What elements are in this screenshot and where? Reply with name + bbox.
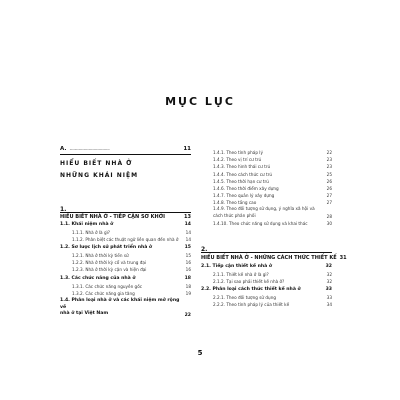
toc-entry-label: 1.4.5. Theo thời hạn cư trú [213, 179, 269, 184]
toc-entry[interactable] [60, 253, 191, 258]
toc-entry-page: 32 [326, 272, 332, 277]
toc-entry-label: 1.4.6. Theo thời điểm xây dựng [213, 186, 279, 191]
toc-entry[interactable] [201, 186, 332, 191]
toc-entry[interactable] [201, 150, 332, 155]
toc-entry[interactable] [201, 272, 332, 277]
toc-entry[interactable] [60, 237, 191, 242]
section-a-dots: ................................................ [69, 146, 110, 151]
section-a-page: 11 [183, 146, 191, 152]
section-1-rule [60, 212, 191, 213]
toc-entry[interactable] [60, 267, 191, 272]
toc-entry-label: HIỂU BIẾT NHÀ Ở - NHỮNG CÁCH THỨC THIẾT KẾ [201, 255, 337, 261]
toc-entry-label: 1.1.2. Phân biệt các thuật ngữ liên quan đến nhà ở [72, 237, 179, 242]
toc-entry-label: 1.3.2. Các chức năng gia tăng [72, 291, 135, 296]
toc-entry-page: 32 [326, 279, 332, 284]
toc-entry-label: 1.4.4. Theo cách thức cư trú [213, 172, 273, 177]
toc-entry-page: 15 [184, 245, 191, 250]
toc-entry[interactable] [60, 222, 191, 227]
toc-entry-label-line-2: cách thức phân phối [213, 212, 256, 218]
section-a-title-line-1: HIỂU BIẾT NHÀ Ở [60, 160, 133, 167]
toc-entry-label: 1.2.2. Nhà ở thời kỳ cổ và trung đại [72, 260, 147, 265]
toc-entry[interactable] [201, 172, 332, 177]
toc-entry-label: 1.1. Khái niệm nhà ở [60, 222, 114, 227]
toc-entry-label: 1.4.10. Theo chức năng sử dụng và khai thác [213, 221, 308, 226]
toc-entry[interactable] [60, 284, 191, 289]
toc-entry[interactable] [201, 302, 332, 307]
page-title: MỤC LỤC [165, 95, 235, 108]
toc-entry-label: 1.2.1. Nhà ở thời kỳ tiền sử [72, 253, 129, 258]
toc-entry[interactable] [201, 164, 332, 169]
toc-entry[interactable] [60, 291, 191, 296]
page-number: 5 [197, 349, 203, 357]
section-a-number: A. [60, 146, 67, 152]
toc-entry-page: 13 [184, 214, 191, 220]
toc-entry[interactable] [201, 279, 332, 284]
section-2-rule [201, 252, 332, 253]
toc-entry[interactable] [201, 206, 332, 219]
toc-entry-page: 26 [326, 179, 332, 184]
toc-entry-page: 27 [326, 193, 332, 198]
toc-entry-page: 28 [326, 214, 332, 219]
toc-entry-page: 33 [325, 287, 332, 292]
toc-entry-page: 22 [184, 312, 191, 318]
toc-entry[interactable] [60, 260, 191, 265]
toc-entry[interactable] [201, 157, 332, 162]
toc-entry[interactable] [60, 298, 191, 318]
toc-entry-page: 31 [339, 255, 347, 261]
toc-entry[interactable] [201, 179, 332, 184]
toc-entry-page: 15 [185, 253, 191, 258]
toc-entry-label: 1.1.1. Nhà ở là gì? [72, 230, 110, 235]
toc-entry-page: 14 [185, 237, 191, 242]
toc-entry-page: 26 [326, 186, 332, 191]
toc-entry[interactable] [201, 200, 332, 205]
toc-entry-page: 16 [185, 260, 191, 265]
toc-entry-page: 18 [185, 284, 191, 289]
toc-entry[interactable] [60, 214, 191, 220]
toc-entry-label: 2.2.1. Theo đối tượng sử dụng [213, 295, 277, 300]
toc-entry-label-line-2: nhà ở tại Việt Nam [60, 311, 109, 316]
toc-entry-page: 14 [184, 222, 191, 227]
toc-entry-page: 25 [326, 172, 332, 177]
section-a-title-line-2: NHỮNG KHÁI NIỆM [60, 172, 139, 179]
toc-entry-page: 18 [184, 276, 191, 281]
toc-entry-label: 1.4.8. Theo tầng cao [213, 200, 257, 205]
toc-entry-label: 2.2.2. Theo tính pháp lý của thiết kế [213, 302, 290, 307]
toc-entry-label: 1.4.2. Theo vị trí cư trú [213, 157, 262, 162]
toc-entry-label: 1.2.3. Nhà ở thời kỳ cận và hiện đại [72, 267, 147, 272]
toc-entry-page: 30 [326, 221, 332, 226]
toc-entry-page: 16 [185, 267, 191, 272]
toc-entry-label: 1.4.3. Theo hình thái cư trú [213, 164, 271, 169]
toc-entry-label: 1.2. Sơ lược lịch sử phát triển nhà ở [60, 245, 153, 250]
toc-entry-page: 23 [326, 157, 332, 162]
toc-entry-label: 2.2. Phân loại cách thức thiết kế nhà ở [201, 287, 301, 292]
toc-entry[interactable] [60, 245, 191, 250]
toc-entry-label: 1.3.1. Các chức năng nguyên gốc [72, 284, 143, 289]
section-a-row[interactable] [60, 146, 191, 152]
toc-entry-page: 14 [185, 230, 191, 235]
toc-entry-page: 34 [326, 302, 332, 307]
toc-entry[interactable] [201, 255, 347, 261]
toc-entry-label-line-1: 1.4.9. Theo đối tượng sử dụng, ý nghĩa xã hội và [213, 206, 315, 211]
section-a-rule [60, 154, 191, 155]
toc-entry-page: 19 [185, 291, 191, 296]
toc-entry-page: 32 [325, 264, 332, 269]
toc-entry[interactable] [201, 295, 332, 300]
toc-entry-page: 22 [326, 150, 332, 155]
toc-entry[interactable] [60, 276, 191, 281]
toc-entry-label: 1.4.1. Theo tính pháp lý [213, 150, 263, 155]
toc-entry[interactable] [201, 264, 332, 269]
section-2-number: 2. [201, 246, 208, 253]
toc-entry-page: 23 [326, 164, 332, 169]
toc-entry-label: 2.1. Tiếp cận thiết kế nhà ở [201, 264, 273, 269]
toc-entry[interactable] [60, 230, 191, 235]
toc-entry-label: 1.3. Các chức năng của nhà ở [60, 276, 136, 281]
section-1-number: 1. [60, 206, 67, 213]
toc-entry-page: 27 [326, 200, 332, 205]
toc-entry[interactable] [201, 221, 332, 226]
toc-entry-page: 33 [326, 295, 332, 300]
toc-entry[interactable] [201, 287, 332, 292]
toc-entry-label: 2.1.2. Tại sao phải thiết kế nhà ở? [213, 279, 285, 284]
toc-entry-label: 1.4.7. Theo quản lý xây dựng [213, 193, 275, 198]
toc-entry-label: 2.1.1. Thiết kế nhà ở là gì? [213, 272, 269, 277]
toc-entry-label-line-1: 1.4. Phân loại nhà ở và các khái niệm mở rộng về [60, 298, 180, 310]
toc-entry-label: HIỂU BIẾT NHÀ Ở - TIẾP CẬN SƠ KHỞI [60, 214, 165, 220]
toc-entry[interactable] [201, 193, 332, 198]
